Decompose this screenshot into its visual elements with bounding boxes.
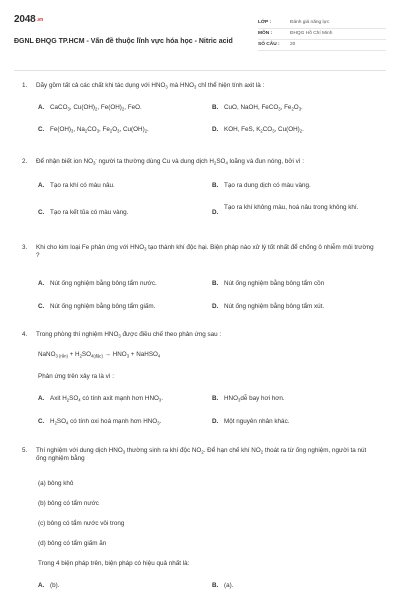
option-a[interactable] [38,395,208,403]
question-stem: Dãy gồm tất cả các chất khi tác dụng với $HNO_3$ mà $HNO_3$ chỉ thể hiện tính axit là : [36,82,265,90]
option-b[interactable] [212,395,382,403]
question-number: 5. [22,447,28,454]
question-number: 1. [22,82,28,89]
option-d[interactable] [212,126,382,134]
option-c[interactable] [38,303,208,311]
option-letter: B. [212,280,219,287]
option-letter: D. [212,209,219,216]
meta-row-subject [258,29,386,40]
list-item: (b) bông có tẩm nước [38,500,99,507]
meta-label: LỚP : [258,20,272,25]
option-c[interactable] [38,209,208,217]
option-letter: A. [38,182,45,189]
option-b[interactable] [212,280,382,288]
option-letter: B. [212,104,219,111]
option-letter: A. [38,395,45,402]
option-text: $HNO_3dễ$ bay hơi hơn. [224,395,285,403]
option-text: KOH, FeS, $K_2CO_3$, $Cu(OH)_2$. [224,126,304,134]
question-4 [22,331,378,339]
option-b[interactable] [212,182,382,190]
list-item: (a) bông khô [38,480,74,487]
question-number: 2. [22,158,28,165]
option-letter: D. [212,126,219,133]
question-number: 4. [22,331,28,338]
option-letter: D. [212,418,219,425]
option-letter: A. [38,280,45,287]
worksheet-meta [258,18,386,51]
question-stem: Khi cho kim loại Fe phản ứng với $HNO_3$ tạo thành khí độc hại. Biện pháp nào xử lý tốt nhất để chống ô nhiễm môi trường ? [36,244,374,259]
option-text: $Fe(OH)_3$, $Na_2CO_3$, $Fe_2O_3$, $Cu(OH)_2$. [50,126,149,134]
logo-text: 2048 [14,14,36,25]
option-letter: C. [38,126,45,133]
list-item: (c) bông có tẩm nước vôi trong [38,520,125,527]
question-stem: Trong phòng thí nghiệm $HNO_3$ được điều chế theo phản ứng sau : [36,331,222,339]
option-letter: B. [212,182,219,189]
question-prompt: Phản ứng trên xảy ra là vì : [38,373,114,380]
logo-suffix: .vn [36,17,44,23]
option-b[interactable] [212,104,382,112]
reaction-equation: NaNO$_{3 (rắn)}$ + $H_2SO_{4(đặc)} \to HNO_3$ + NaHSO$_4$ [38,351,161,359]
question-stem: Thí nghiệm với dung dịch $HNO_3$ thường sinh ra khí độc $NO_2$. Để hạn chế khí $NO_2$ thoát ra từ ống nghiệm, người ta nút ống nghiệm bằng [36,447,367,462]
option-text: $H_2SO_4$ có tính oxi hoá mạnh hơn $HNO_3$. [50,418,162,426]
option-a[interactable] [38,104,208,112]
option-a[interactable] [38,280,208,288]
question-prompt: Trong 4 biện pháp trên, biện pháp có hiệu quả nhất là: [38,560,190,567]
option-text: Nút ống nghiệm bằng bông tẩm nước. [50,280,157,287]
worksheet-header [14,14,386,66]
option-a[interactable] [38,582,208,590]
meta-row-class [258,18,386,29]
option-letter: C. [38,418,45,425]
meta-value: Đánh giá năng lực [290,20,330,25]
worksheet-title: ĐGNL ĐHQG TP.HCM - Vấn đề thuộc lĩnh vực hóa học - Nitric acid [14,38,233,45]
option-letter: C. [38,209,45,216]
option-c[interactable] [38,126,208,134]
option-a[interactable] [38,182,208,190]
option-letter: B. [212,582,219,589]
site-logo[interactable] [14,14,43,27]
option-text: Tạo ra kết tủa có màu vàng. [50,209,129,216]
meta-row-count [258,40,386,51]
question-5 [22,447,378,463]
option-text: Tạo ra khí không màu, hoá nâu trong không khí. [224,204,359,211]
option-text: Một nguyên nhân khác. [224,418,290,425]
option-text: Tạo ra dung dịch có màu vàng. [224,182,311,189]
header-divider [14,70,386,71]
option-text: Nút ống nghiệm bằng bông tẩm cồn [224,280,325,287]
question-stem: Để nhận biết ion $NO_3^-$ người ta thường dùng Cu và dung dịch $H_2SO_4$ loãng và đun nóng, bởi vì : [36,156,305,166]
option-letter: D. [212,303,219,310]
option-text: Tạo ra khí có màu nâu. [50,182,115,189]
option-text: Axit $H_2SO_4$ có tính axit mạnh hơn $HNO_3$. [50,395,164,403]
option-letter: A. [38,582,45,589]
option-text: Nút ống nghiệm bằng bông tẩm giấm. [50,303,156,310]
question-number: 3. [22,244,28,251]
option-letter: A. [38,104,45,111]
meta-value: ĐHQG Hồ Chí Minh [290,31,333,36]
option-text: (b). [50,582,60,589]
list-item: (d) bông có tẩm giấm ăn [38,540,107,547]
question-3 [22,244,378,260]
meta-label: SỐ CÂU : [258,42,280,47]
option-text: Nút ống nghiệm bằng bông tẩm xút. [224,303,325,310]
option-text: CuO, NaOH, FeCO$_3$, $Fe_2O_3$. [224,104,303,112]
meta-value: 20 [290,42,296,47]
option-letter: B. [212,395,219,402]
option-d[interactable] [212,303,382,311]
option-c[interactable] [38,418,208,426]
option-text: CaCO$_3$, $Cu(OH)_2$, $Fe(OH)_2$, FeO. [50,104,142,112]
option-b[interactable] [212,582,382,590]
question-2 [22,158,378,166]
option-d[interactable] [212,204,362,216]
option-d[interactable] [212,418,382,426]
question-1 [22,82,378,90]
option-letter: C. [38,303,45,310]
meta-label: MÔN : [258,31,273,36]
option-text: (a). [224,582,234,589]
